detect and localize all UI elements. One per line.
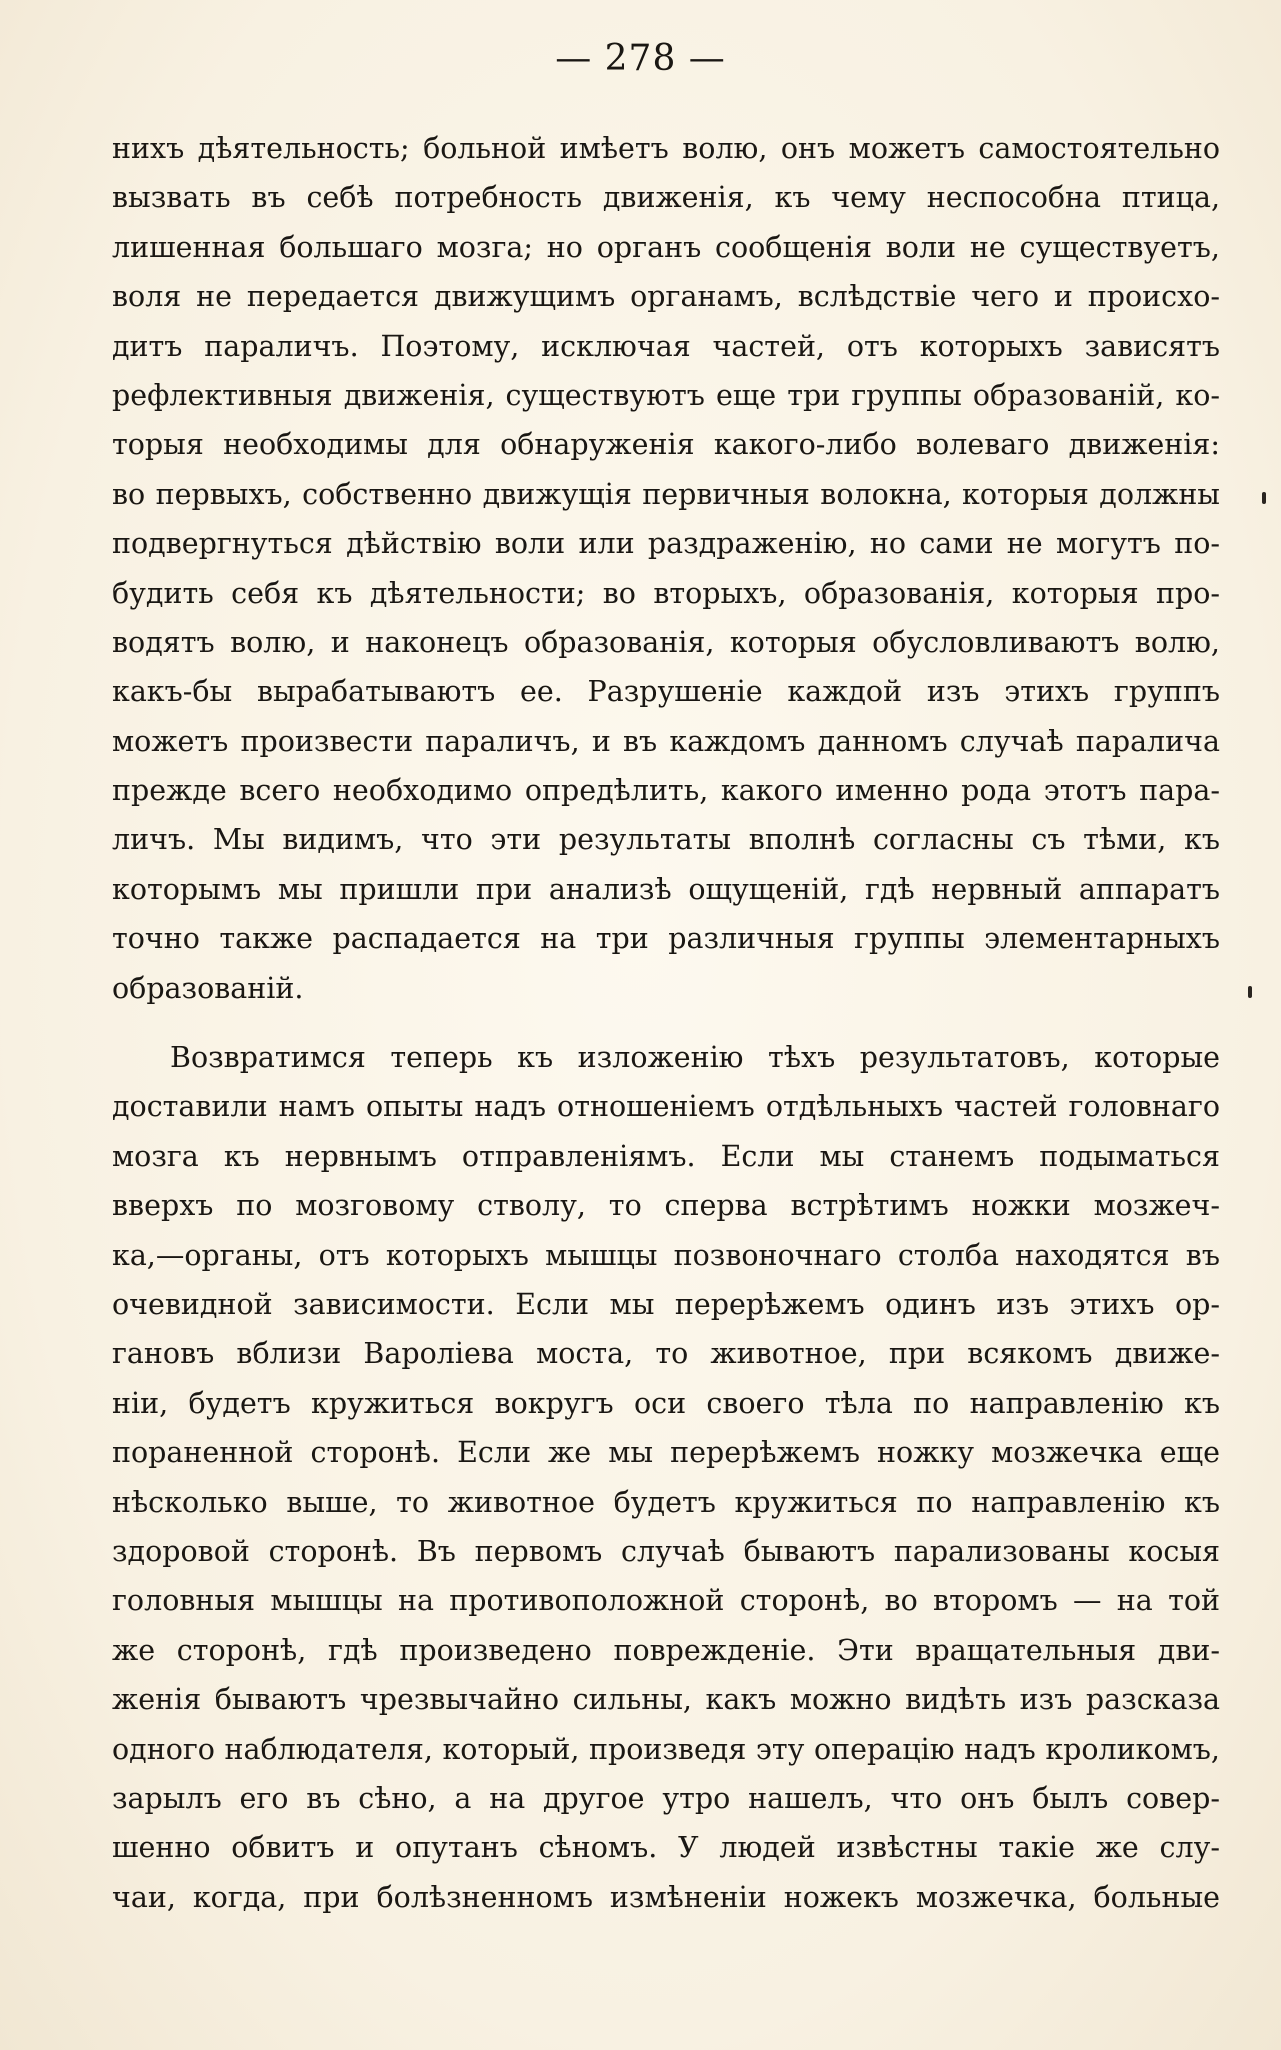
text-line: какъ-бы вырабатываютъ ее. Разрушеніе каждой изъ этихъ группъ [112,675,1220,709]
text-line: торыя необходимы для обнаруженія какого-либо волеваго движенія: [112,428,1220,462]
page-number: — 278 — [555,38,726,79]
text-line: здоровой сторонѣ. Въ первомъ случаѣ бываютъ парализованы косыя [112,1534,1220,1568]
text-line: водятъ волю, и наконецъ образованія, которыя обусловливаютъ волю, [112,625,1220,659]
text-line: которымъ мы пришли при анализѣ ощущеній, гдѣ нервный аппаратъ [112,872,1220,906]
text-line: головныя мышцы на противоположной сторонѣ, во второмъ — на той [112,1584,1220,1618]
text-line: ка,—органы, отъ которыхъ мышцы позвоночнаго столба находятся въ [112,1238,1220,1272]
text-line: подвергнуться дѣйствію воли или раздраженію, но сами не могутъ по- [112,527,1220,561]
paragraph-gap [112,1013,1220,1033]
text-line: пораненной сторонѣ. Если же мы перерѣжемъ ножку мозжечка еще [112,1436,1220,1470]
text-line: лишенная большаго мозга; но органъ сообщенія воли не существуетъ, [112,230,1220,264]
text-line: Возвратимся теперь къ изложенію тѣхъ результатовъ, которые [170,1041,1220,1075]
text-line: воля не передается движущимъ органамъ, вслѣдствіе чего и происхо- [112,280,1220,314]
text-line: дитъ параличъ. Поэтому, исключая частей, отъ которыхъ зависятъ [112,329,1220,363]
text-line: точно также распадается на три различныя группы элементарныхъ [112,922,1220,956]
text-line: прежде всего необходимо опредѣлить, какого именно рода этотъ пара- [112,774,1220,808]
text-line: нѣсколько выше, то животное будетъ кружиться по направленію къ [112,1485,1220,1519]
text-line: очевидной зависимости. Если мы перерѣжемъ одинъ изъ этихъ ор- [112,1287,1220,1321]
text-line: женія бываютъ чрезвычайно сильны, какъ можно видѣть изъ разсказа [112,1683,1220,1717]
paper-speck [1262,492,1266,504]
text-line: личъ. Мы видимъ, что эти результаты вполнѣ согласны съ тѣми, къ [112,823,1220,857]
text-line: рефлективныя движенія, существуютъ еще три группы образованій, ко- [112,378,1220,412]
text-line: шенно обвитъ и опутанъ сѣномъ. У людей извѣстны такіе же слу- [112,1831,1220,1865]
text-line: гановъ вблизи Вароліева моста, то животное, при всякомъ движе- [112,1337,1220,1371]
text-line: можетъ произвести параличъ, и въ каждомъ данномъ случаѣ паралича [112,724,1220,758]
text-line: мозга къ нервнымъ отправленіямъ. Если мы станемъ подыматься [112,1139,1220,1173]
text-line: зарылъ его въ сѣно, а на другое утро нашелъ, что онъ былъ совер- [112,1781,1220,1815]
text-line: нихъ дѣятельность; больной имѣетъ волю, онъ можетъ самостоятельно [112,132,1220,165]
text-line: ніи, будетъ кружиться вокругъ оси своего тѣла по направленію къ [112,1386,1220,1420]
text-line: во первыхъ, собственно движущія первичныя волокна, которыя должны [112,477,1220,511]
text-line: будить себя къ дѣятельности; во вторыхъ, образованія, которыя про- [112,576,1220,610]
body-text [112,124,1220,1922]
text-line: чаи, когда, при болѣзненномъ измѣненіи ножекъ мозжечка, больные [112,1880,1220,1914]
text-line: вверхъ по мозговому стволу, то сперва встрѣтимъ ножки мозжеч- [112,1189,1220,1223]
paper-speck [1248,986,1252,998]
text-line: доставили намъ опыты надъ отношеніемъ отдѣльныхъ частей головнаго [112,1090,1220,1124]
text-line: же сторонѣ, гдѣ произведено поврежденіе. Эти вращательныя дви- [112,1633,1220,1667]
text-line: одного наблюдателя, который, произведя эту операцію надъ кроликомъ, [112,1732,1220,1766]
paragraph-2 [112,1033,1220,1922]
paragraph-1 [112,124,1220,1013]
text-line: образованій. [112,971,304,1005]
text-line: вызвать въ себѣ потребность движенія, къ чему неспособна птица, [112,181,1220,215]
